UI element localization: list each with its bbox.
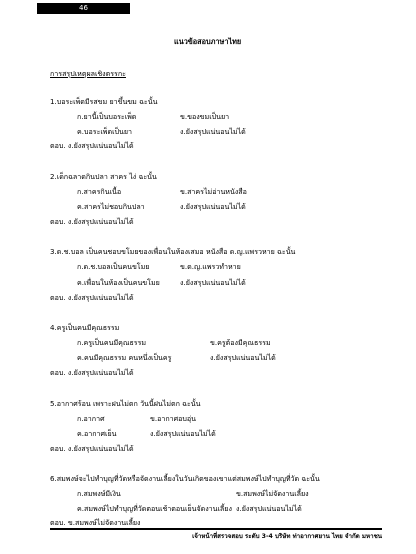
question-1-stem: 1.บอระเพ็ดมีรสขม ยาขึ้นขม ฉะนั้น <box>50 97 158 106</box>
question-6-option-c: ค.สมพงษ์ไปทำบุญที่วัดตอนเช้าตอนเย็นจัดงานเลี้ยง <box>77 504 232 513</box>
question-1-answer: ตอบ. ง.ยังสรุปแน่นอนไม่ได้ <box>50 141 134 150</box>
question-4-stem: 4.ครูเป็นคนมีคุณธรรม <box>50 323 120 332</box>
document-title: แนวข้อสอบภาษาไทย <box>174 37 242 46</box>
question-4-option-a: ก.ครูเป็นคนมีคุณธรรม <box>77 338 147 347</box>
question-1-option-c: ค.บอระเพ็ดเป็นยา <box>77 127 133 136</box>
question-3-answer: ตอบ. ง.ยังสรุปแน่นอนไม่ได้ <box>50 293 134 302</box>
question-2-answer: ตอบ. ง.ยังสรุปแน่นอนไม่ได้ <box>50 217 134 226</box>
question-2-option-c: ค.สาครไม่ชอบกินปลา <box>77 202 145 211</box>
question-4-option-d: ง.ยังสรุปแน่นอนไม่ได้ <box>210 353 276 362</box>
question-3-option-a: ก.ด.ช.บอลเป็นคนขโมย <box>77 262 150 271</box>
question-3-option-b: ข.ด.ญ.แพรวทำหาย <box>180 262 241 271</box>
question-4-option-c: ค.คนมีคุณธรรม คนหนึ่งเป็นครู <box>77 353 172 362</box>
question-6-option-d: ง.ยังสรุปแน่นอนไม่ได้ <box>236 504 302 513</box>
question-3-stem: 3.ด.ช.บอล เป็นคนชอบขโมยของเพื่อนในห้องเสมอ หนังสือ ด.ญ.แพรวหาย ฉะนั้น <box>50 247 296 256</box>
question-2-option-b: ข.สาครไม่อ่านหนังสือ <box>180 187 247 196</box>
question-3-option-c: ค.เพื่อนในห้องเป็นคนขโมย <box>77 278 160 287</box>
question-2-stem: 2.เด็กฉลาดกินปลา สาคร ไง่ ฉะนั้น <box>50 172 157 181</box>
page-footer: เจ้าหน้าที่สรวจสอบ ระดับ 3-4 บริษัท ท่าอากาศยาน ไทย จำกัด มหาชน <box>192 533 382 540</box>
question-4-option-b: ข.ครูต้องมีคุณธรรม <box>210 338 271 347</box>
page-number: 46 <box>37 3 130 14</box>
question-5-stem: 5.อากาศร้อน เพราะฝนไม่ตก วันนี้ฝนไม่ตก ฉะนั้น <box>50 399 201 408</box>
question-2-option-a: ก.สาครกินเนื้อ <box>77 187 122 196</box>
question-6-answer: ตอบ. ข.สมพงษ์ไม่จัดงานเลี้ยง <box>50 518 141 527</box>
question-5-option-a: ก.อากาศ <box>77 414 105 423</box>
question-1-option-a: ก.ยานี้เป็นบอระเพ็ด <box>77 112 137 121</box>
question-2-option-d: ง.ยังสรุปแน่นอนไม่ได้ <box>180 202 246 211</box>
question-3-option-d: ง.ยังสรุปแน่นอนไม่ได้ <box>180 278 246 287</box>
question-5-option-b: ข.อากาศอบอุ่น <box>150 414 197 423</box>
question-5-answer: ตอบ. ง.ยังสรุปแน่นอนไม่ได้ <box>50 444 134 453</box>
footer-divider <box>50 528 382 530</box>
question-1-option-d: ง.ยังสรุปแน่นอนไม่ได้ <box>180 127 246 136</box>
question-5-option-c: ค.อากาศเย็น <box>77 429 117 438</box>
section-heading: การสรุปเหตุผลเชิงตรรกะ <box>50 69 126 78</box>
question-6-option-a: ก.สมพงษ์มีเงิน <box>77 489 121 498</box>
question-4-answer: ตอบ. ง.ยังสรุปแน่นอนไม่ได้ <box>50 368 134 377</box>
question-1-option-b: ข.ของขมเป็นยา <box>180 112 230 121</box>
question-6-option-b: ข.สมพงษ์ไม่จัดงานเลี้ยง <box>236 489 309 498</box>
question-5-option-d: ง.ยังสรุปแน่นอนไม่ได้ <box>150 429 216 438</box>
question-6-stem: 6.สมพงษ์จะไปทำบุญที่วัดหรือจัดงานเลี้ยงในวันเกิดของเขาแต่สมพงษ์ไปทำบุญที่วัด ฉะนั้น <box>50 474 320 483</box>
